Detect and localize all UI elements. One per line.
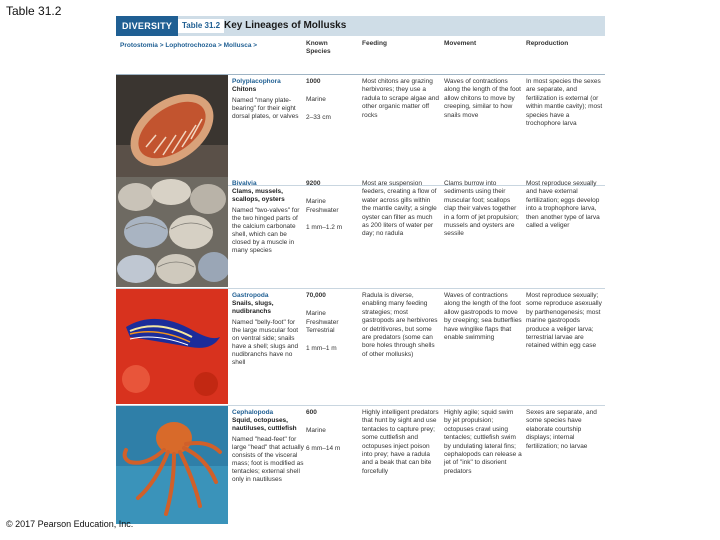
class-name: Gastropoda xyxy=(232,292,269,299)
class-cell xyxy=(232,409,304,484)
size-range: 1 mm–1.2 m xyxy=(306,224,343,232)
size-range: 6 mm–14 m xyxy=(306,444,341,452)
habitat: Marine Freshwater xyxy=(306,198,339,214)
species-cell xyxy=(306,78,356,122)
class-name: Bivalvia xyxy=(232,180,257,187)
slide-title: Table 31.2 xyxy=(6,4,62,18)
bivalve-photo xyxy=(116,177,228,287)
table-number: Table 31.2 xyxy=(178,19,224,33)
class-cell xyxy=(232,180,304,255)
feeding-cell: Radula is diverse, enabling many feeding strategies; most gastropods are herbivores or detritivores, but some are predators (some can bore holes through shells of other mollusks) xyxy=(362,292,438,358)
name-note: Named "head-feet" for large "head" that actually consists of the visceral mass; foot is modified as tentacles; external shell only in nautiluses xyxy=(232,436,304,483)
header-species: Known Species xyxy=(306,40,331,55)
diversity-badge: DIVERSITY xyxy=(116,16,178,36)
header-reproduction: Reproduction xyxy=(526,40,569,47)
lineage-path: Protostomia > Lophotrochozoa > Mollusca > xyxy=(120,42,258,49)
table-row xyxy=(116,288,605,406)
table-row xyxy=(116,176,605,289)
common-names: Clams, mussels, scallops, oysters xyxy=(232,188,285,203)
diversity-table xyxy=(116,16,605,526)
octopus-photo xyxy=(116,406,228,524)
class-cell xyxy=(232,292,304,367)
reproduction-cell: Sexes are separate, and some species have elaborate courtship displays; internal fertilization; no larvae xyxy=(526,409,597,450)
reproduction-cell: Most reproduce sexually and have external fertilization; eggs develop into a trophophore larva, then another type of larva called a veliger xyxy=(526,180,600,230)
name-note: Named "many plate-bearing" for their eight dorsal plates, or valves xyxy=(232,97,299,120)
movement-cell: Waves of contractions along the length of the foot allow gastropods to move by creeping; sea butterflies have winglike flaps that enable swimming xyxy=(444,292,522,342)
header-row xyxy=(116,36,605,75)
movement-cell: Waves of contractions along the length of the foot allow chitons to move by creeping, similar to how snails move xyxy=(444,78,521,119)
class-name: Polyplacophora xyxy=(232,78,281,85)
habitat: Marine Freshwater Terrestrial xyxy=(306,310,339,335)
nudibranch-photo xyxy=(116,289,228,404)
feeding-cell: Most chitons are grazing herbivores; they use a radula to scrape algae and other organic matter off rocks xyxy=(362,78,439,119)
reproduction-cell: Most reproduce sexually; some reproduce asexually by parthenogenesis; most marine gastropods produce a veliger larva; terrestrial larvae are retained within egg case xyxy=(526,292,602,350)
table-title: Key Lineages of Mollusks xyxy=(224,20,347,31)
reproduction-cell: In most species the sexes are separate, and fertilization is external (or within mantle cavity); most species have a trochophore larva xyxy=(526,78,603,128)
habitat: Marine xyxy=(306,96,326,104)
name-note: Named "belly-foot" for the large muscular foot on ventral side; snails have a shell; slugs and nudibranchs have no shell xyxy=(232,319,299,366)
common-names: Chitons xyxy=(232,86,257,93)
species-count: 9200 xyxy=(306,180,321,187)
table-banner xyxy=(116,16,605,36)
common-names: Squid, octopuses, nautiluses, cuttlefish xyxy=(232,417,297,432)
header-movement: Movement xyxy=(444,40,477,47)
species-cell xyxy=(306,409,356,453)
header-feeding: Feeding xyxy=(362,40,387,47)
species-count: 70,000 xyxy=(306,292,326,299)
habitat: Marine xyxy=(306,427,326,435)
size-range: 1 mm–1 m xyxy=(306,344,337,352)
table-row xyxy=(116,405,605,526)
species-count: 600 xyxy=(306,409,317,416)
name-note: Named "two-valves" for the two hinged parts of the calcium carbonate shell, which can be closed by a muscle in many species xyxy=(232,207,300,254)
common-names: Snails, slugs, nudibranchs xyxy=(232,300,274,315)
species-cell xyxy=(306,180,356,233)
table-row xyxy=(116,74,605,186)
feeding-cell: Most are suspension feeders, creating a flow of water across gills within the mantle cavity; a single oyster can filter as much as 200 liters of water per day; no radula xyxy=(362,180,437,238)
size-range: 2–33 cm xyxy=(306,113,331,121)
feeding-cell: Highly intelligent predators that hunt by sight and use tentacles to capture prey; some cuttlefish and octopuses inject poison into prey; have a radula and a beak that can bite forcefully xyxy=(362,409,439,475)
species-count: 1000 xyxy=(306,78,321,85)
class-name: Cephalopoda xyxy=(232,409,274,416)
movement-cell: Clams burrow into sediments using their muscular foot; scallops clap their valves together in a form of jet propulsion; mussels and oysters are sessile xyxy=(444,180,519,238)
chiton-photo xyxy=(116,75,228,184)
class-cell xyxy=(232,78,304,121)
species-cell xyxy=(306,292,356,353)
copyright-notice: © 2017 Pearson Education, Inc. xyxy=(6,519,134,529)
movement-cell: Highly agile; squid swim by jet propulsion; octopuses crawl using tentacles; cuttlefish swim by undulating lateral fins; cephalopods can release a jet of "ink" to disorient predators xyxy=(444,409,522,475)
